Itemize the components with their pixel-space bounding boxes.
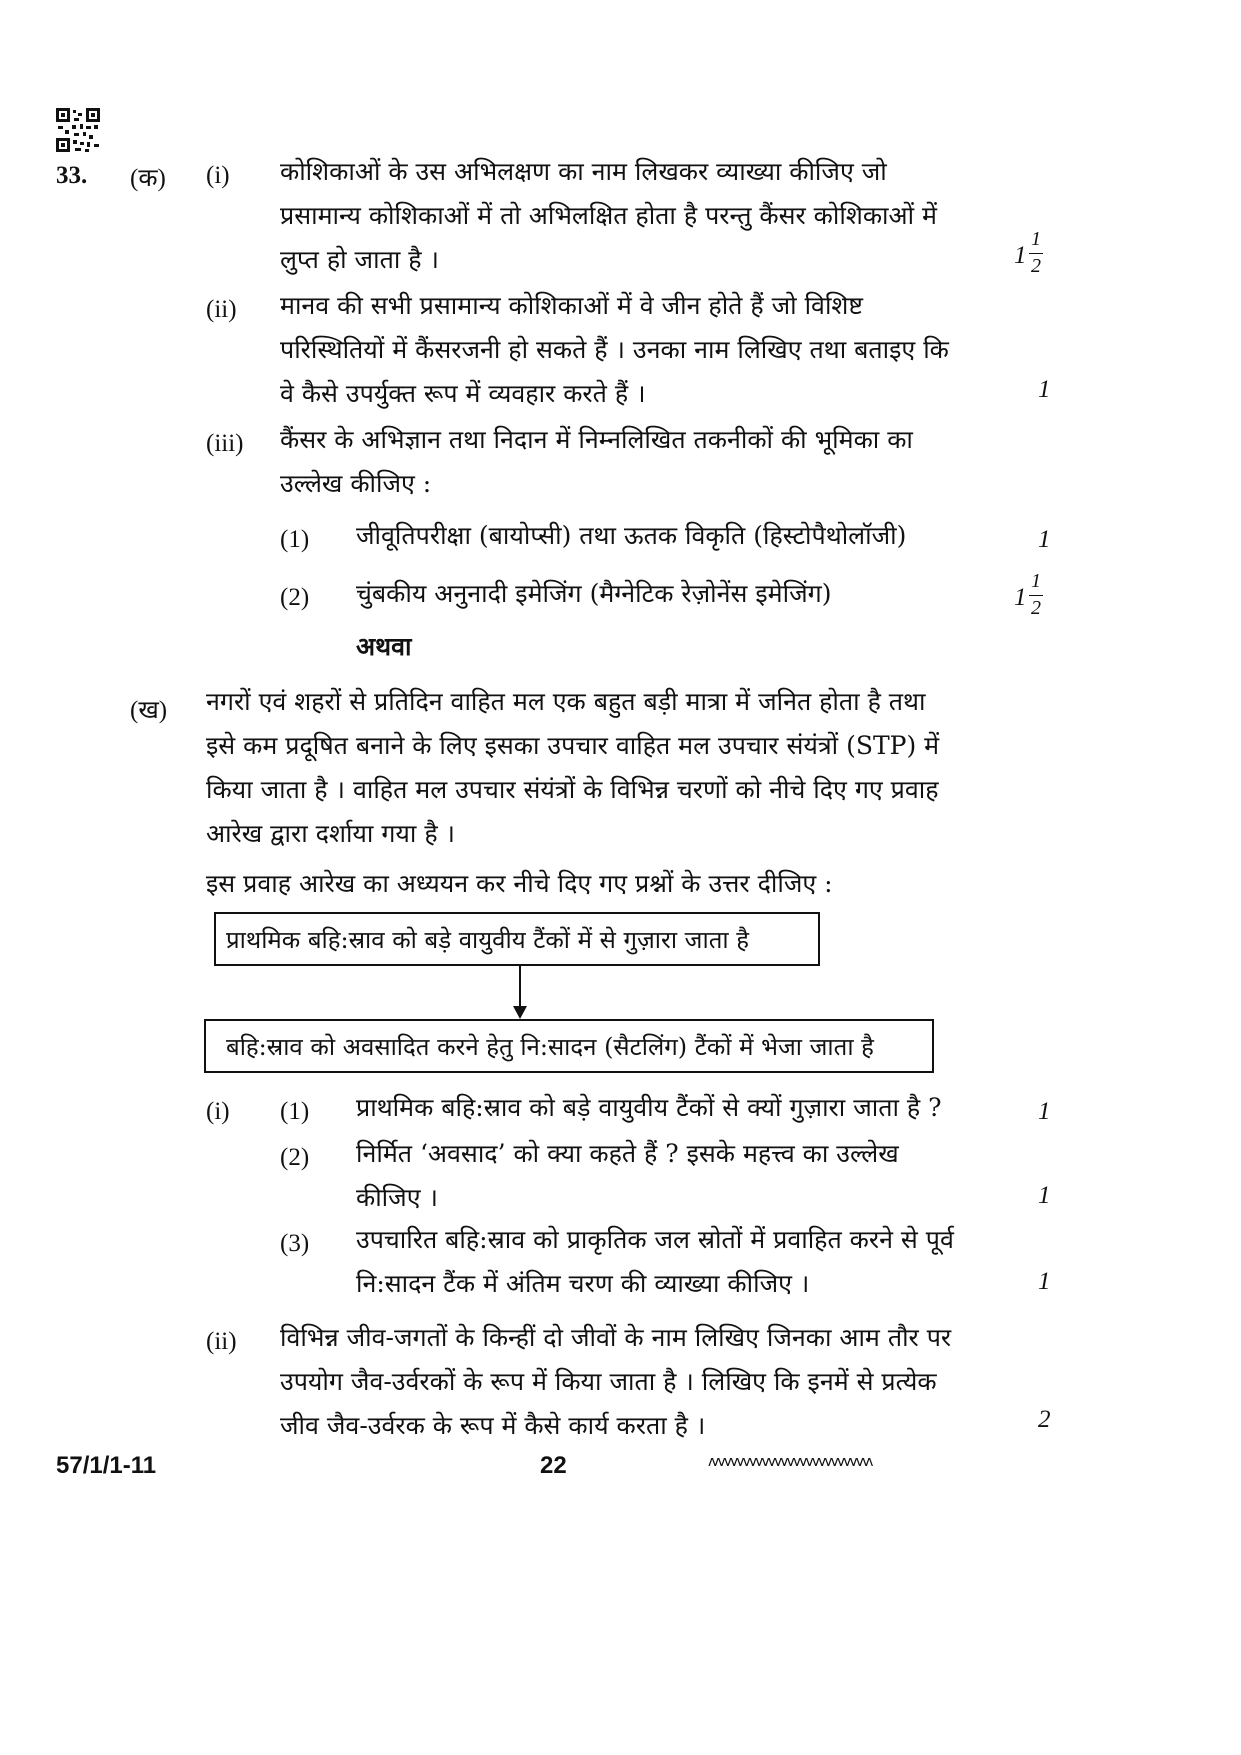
part-a-ii-line-2: परिस्थितियों में कैंसरजनी हो सकते हैं । उनका नाम लिखिए तथा बताइए कि <box>280 335 949 364</box>
part-a-iii-sub1-marks: 1 <box>1038 526 1051 553</box>
part-b-ii-marks: 2 <box>1038 1406 1051 1433</box>
part-b-ii-label: (ii) <box>206 1328 237 1355</box>
flow-box-2: बहि:स्राव को अवसादित करने हेतु नि:सादन (सैटलिंग) टैंकों में भेजा जाता है <box>204 1019 934 1073</box>
part-b-i-q3-marks: 1 <box>1038 1268 1051 1295</box>
part-b-label: (ख) <box>130 697 168 724</box>
part-a-ii-marks: 1 <box>1038 376 1051 403</box>
part-a-iii-line-1: कैंसर के अभिज्ञान तथा निदान में निम्नलिखित तकनीकों की भूमिका का <box>280 425 913 454</box>
qr-code-icon <box>56 108 100 152</box>
part-b-ii-line-1: विभिन्न जीव-जगतों के किन्हीं दो जीवों के नाम लिखिए जिनका आम तौर पर <box>280 1323 952 1352</box>
part-a-ii-line-1: मानव की सभी प्रसामान्य कोशिकाओं में वे जीन होते हैं जो विशिष्ट <box>280 291 864 320</box>
part-b-ii-line-2: उपयोग जैव-उर्वरकों के रूप में किया जाता है । लिखिए कि इनमें से प्रत्येक <box>280 1367 937 1396</box>
part-a-ii-line-3: वे कैसे उपर्युक्त रूप में व्यवहार करते हैं । <box>280 379 646 408</box>
part-a-i-line-3: लुप्त हो जाता है । <box>280 245 439 274</box>
part-b-intro-line-2: इसे कम प्रदूषित बनाने के लिए इसका उपचार वाहित मल उपचार संयंत्रों (STP) में <box>206 731 940 760</box>
or-heading: अथवा <box>356 632 412 661</box>
part-b-i-q1-label: (1) <box>280 1098 310 1125</box>
part-b-i-q3-line-2: नि:सादन टैंक में अंतिम चरण की व्याख्या कीजिए । <box>356 1269 810 1298</box>
part-b-i-q2-label: (2) <box>280 1144 310 1171</box>
part-b-i-q3-line-1: उपचारित बहि:स्राव को प्राकृतिक जल स्रोतों में प्रवाहित करने से पूर्व <box>356 1225 954 1254</box>
part-a-i-line-1: कोशिकाओं के उस अभिलक्षण का नाम लिखकर व्याख्या कीजिए जो <box>280 157 887 186</box>
flow-arrow <box>510 966 530 1020</box>
part-a-iii-sub1-label: (1) <box>280 526 310 553</box>
flow-box-1: प्राथमिक बहि:स्राव को बड़े वायुवीय टैंकों में से गुज़ारा जाता है <box>214 912 820 966</box>
part-b-i-q1-line-1: प्राथमिक बहि:स्राव को बड़े वायुवीय टैंकों से क्यों गुज़ारा जाता है ? <box>356 1093 942 1122</box>
part-b-i-q2-line-1: निर्मित ‘अवसाद’ को क्या कहते हैं ? इसके महत्त्व का उल्लेख <box>356 1139 899 1168</box>
paper-code: 57/1/1-11 <box>56 1452 157 1479</box>
part-b-ii-line-3: जीव जैव-उर्वरक के रूप में कैसे कार्य करता है । <box>280 1411 706 1440</box>
part-a-i-line-2: प्रसामान्य कोशिकाओं में तो अभिलक्षित होता है परन्तु कैंसर कोशिकाओं में <box>280 201 937 230</box>
part-a-iii-sub2-marks: 1 1 2 <box>1014 570 1041 619</box>
part-a-i-marks: 1 1 2 <box>1014 228 1041 277</box>
part-b-intro-line-3: किया जाता है । वाहित मल उपचार संयंत्रों के विभिन्न चरणों को नीचे दिए गए प्रवाह <box>206 775 939 804</box>
part-b-intro-line-1: नगरों एवं शहरों से प्रतिदिन वाहित मल एक बहुत बड़ी मात्रा में जनित होता है तथा <box>206 687 926 716</box>
part-a-iii-label: (iii) <box>206 430 244 457</box>
question-number: 33. <box>56 162 88 189</box>
part-b-i-label: (i) <box>206 1098 230 1125</box>
part-b-instruction: इस प्रवाह आरेख का अध्ययन कर नीचे दिए गए प्रश्नों के उत्तर दीजिए : <box>206 869 833 898</box>
part-a-iii-sub2-label: (2) <box>280 584 310 611</box>
part-a-i-label: (i) <box>206 162 230 189</box>
part-b-i-q1-marks: 1 <box>1038 1098 1051 1125</box>
page-number: 22 <box>540 1452 567 1479</box>
part-b-i-q3-label: (3) <box>280 1230 310 1257</box>
part-b-i-q2-line-2: कीजिए । <box>356 1183 438 1212</box>
part-a-iii-line-2: उल्लेख कीजिए : <box>280 469 432 498</box>
part-b-intro-line-4: आरेख द्वारा दर्शाया गया है । <box>206 819 456 848</box>
part-a-iii-sub1-text: जीवूतिपरीक्षा (बायोप्सी) तथा ऊतक विकृति (हिस्टोपैथोलॉजी) <box>356 521 907 550</box>
part-a-ii-label: (ii) <box>206 296 237 323</box>
part-a-iii-sub2-text: चुंबकीय अनुनादी इमेजिंग (मैग्नेटिक रेज़ोनेंस इमेजिंग) <box>356 579 832 608</box>
part-b-i-q2-marks: 1 <box>1038 1182 1051 1209</box>
part-a-label: (क) <box>130 165 166 192</box>
footer-wavy-line: ʌʌʌʌʌʌʌʌʌʌʌʌʌʌʌʌʌʌʌʌʌʌʌʌʌʌ <box>708 1454 872 1470</box>
